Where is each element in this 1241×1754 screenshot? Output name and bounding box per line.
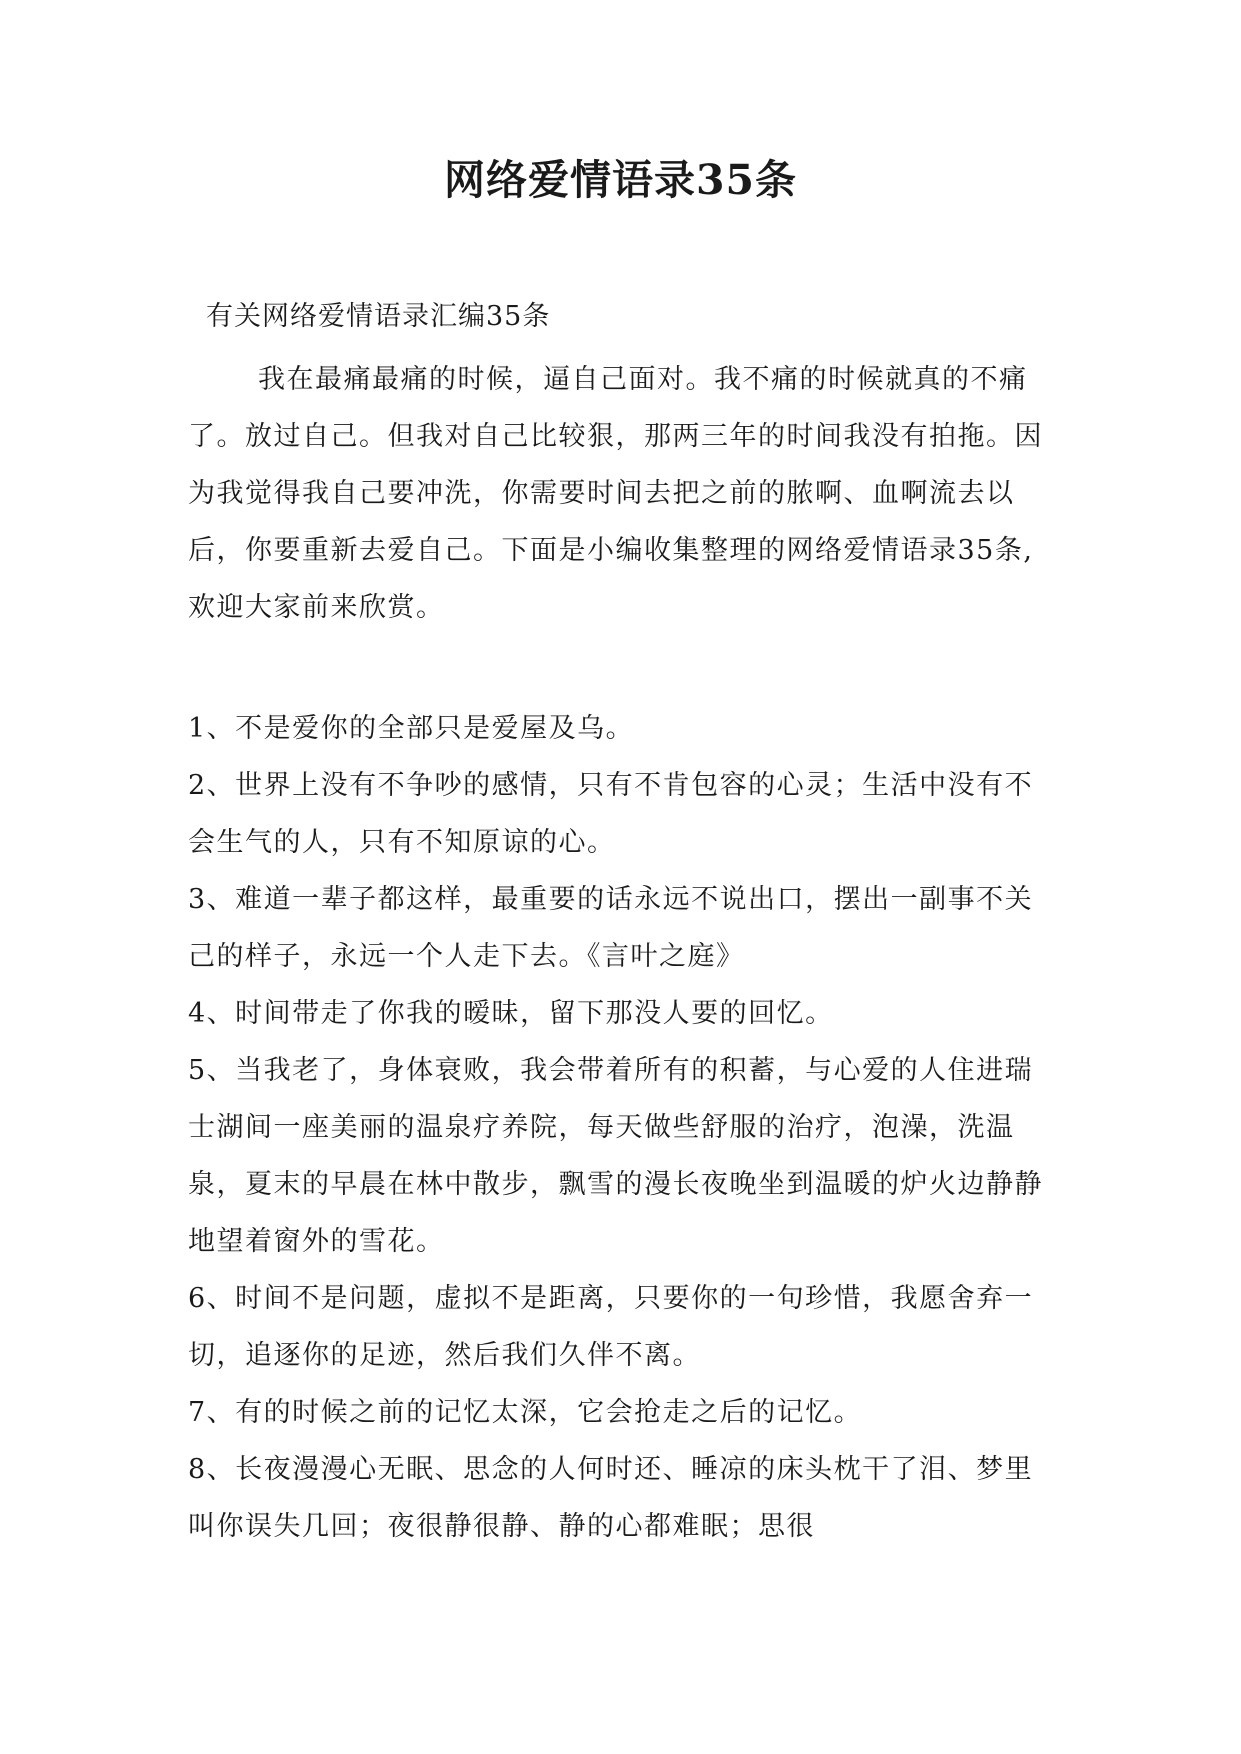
list-item: 6、时间不是问题，虚拟不是距离，只要你的一句珍惜，我愿舍弃一切，追逐你的足迹，然后我们久伴不离。: [188, 1283, 1034, 1371]
list-item: 7、有的时候之前的记忆太深，它会抢走之后的记忆。: [188, 1397, 863, 1428]
intro-paragraph: 我在最痛最痛的时候，逼自己面对。我不痛的时候就真的不痛了。放过自己。但我对自己比较狠，那两三年的时间我没有拍拖。因为我觉得我自己要冲洗，你需要时间去把之前的脓啊、血啊流去以后，你要重新去爱自己。下面是小编收集整理的网络爱情语录35条,欢迎大家前来欣赏。: [188, 364, 1043, 623]
list-item: 4、时间带走了你我的暧昧，留下那没人要的回忆。: [188, 998, 834, 1029]
list-item: 1、不是爱你的全部只是爱屋及乌。: [188, 713, 635, 744]
list-item: 2、世界上没有不争吵的感情，只有不肯包容的心灵；生活中没有不会生气的人，只有不知原谅的心。: [188, 770, 1034, 858]
list-item: 8、长夜漫漫心无眠、思念的人何时还、睡凉的床头枕干了泪、梦里叫你误失几回；夜很静很静、静的心都难眠；思很: [188, 1454, 1034, 1542]
quote-list: [188, 700, 1054, 1555]
document-title: 网络爱情语录35条: [443, 156, 798, 204]
document-subtitle: 有关网络爱情语录汇编35条: [206, 301, 551, 332]
list-item: 3、难道一辈子都这样，最重要的话永远不说出口，摆出一副事不关己的样子，永远一个人走下去。《言叶之庭》: [188, 884, 1034, 972]
list-item: 5、当我老了，身体衰败，我会带着所有的积蓄，与心爱的人住进瑞士湖间一座美丽的温泉疗养院，每天做些舒服的治疗，泡澡，洗温泉，夏末的早晨在林中散步，飘雪的漫长夜晚坐到温暖的炉火边静静地望着窗外的雪花。: [188, 1055, 1043, 1257]
